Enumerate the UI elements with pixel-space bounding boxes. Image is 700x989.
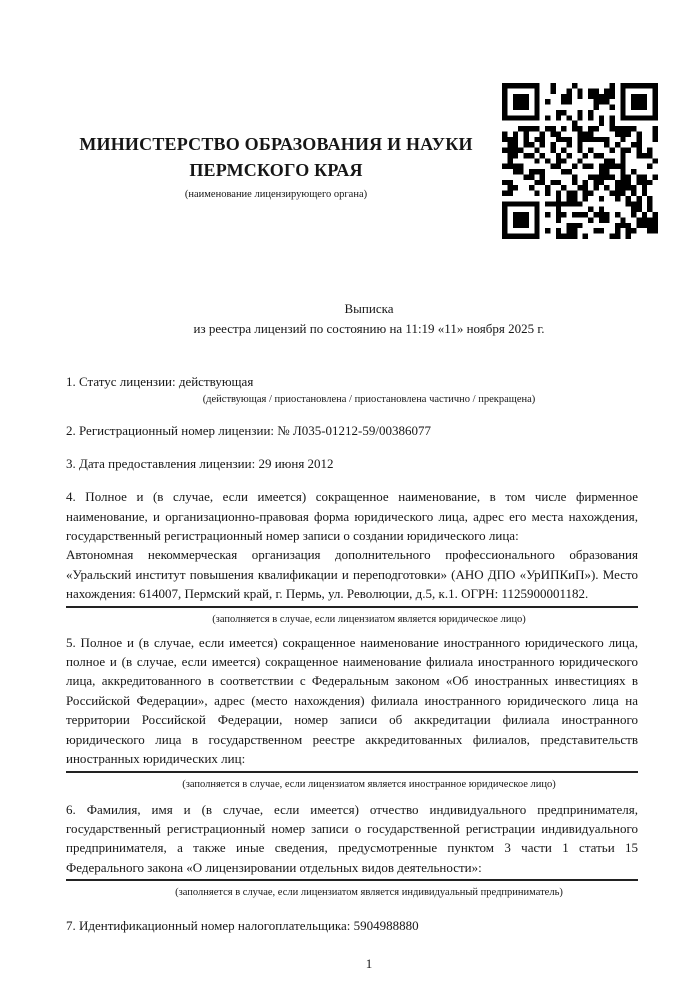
license-status-section [66,372,638,407]
legal-entity-note: (заполняется в случае, если лицензиатом является юридическое лицо) [212,613,526,625]
document-title-line2: из реестра лицензий по состоянию на 11:19 «11» ноября 2025 г. [193,320,545,336]
registration-number-section [66,421,638,440]
individual-entrepreneur-paragraph: 6. Фамилия, имя и (в случае, если имеется) отчество индивидуального предпринимателя, государственный регистрационный номер записи о государственной регистрации индивидуального предпринимателя, а также иные сведения, предусмотренные пунктом 3 части 1 статьи 15 Федерального закона «О лицензировании отдельных видов деятельности»: [66,801,638,875]
legal-entity-section [66,487,638,626]
document-title [66,299,672,338]
individual-entrepreneur-note: (заполняется в случае, если лицензиатом является индивидуальный предприниматель) [175,887,563,899]
authority-name-line2: ПЕРМСКОГО КРАЯ [189,160,363,180]
document-title-line1: Выписка [344,301,394,316]
taxpayer-id-section [66,916,638,935]
authority-name-line1: МИНИСТЕРСТВО ОБРАЗОВАНИЯ И НАУКИ [79,134,473,154]
individual-entrepreneur-section [66,800,638,901]
foreign-entity-section [66,633,638,792]
foreign-entity-paragraph: 5. Полное и (в случае, если имеется) сокращенное наименование иностранного юридического лица, полное и (в случае, если имеется) сокращенное наименование филиала иностранного юридического лица, аккредитованного в соответствии с Федеральным законом «Об иностранных инвестициях в Российской Федерации», адрес (место нахождения) филиала иностранного юридического лица на территории Российской Федерации, номер записи об аккредитации филиала иностранного юридического лица в государственном реестре аккредитованных филиалов, представительств иностранных юридических лиц: [66,634,638,767]
taxpayer-id: 7. Идентификационный номер налогоплательщика: 5904988880 [66,918,419,934]
legal-entity-paragraph: 4. Полное и (в случае, если имеется) сокращенное наименование, в том числе фирменное наименование, и организационно-правовая форма юридического лица, адрес его места нахождения, государственный регистрационный номер записи о создании юридического лица: [66,489,638,544]
registration-number: 2. Регистрационный номер лицензии: № Л035-01212-59/00386077 [66,423,432,439]
qr-code [502,83,658,239]
fill-in-rule [66,606,638,608]
license-status-note: (действующая / приостановлена / приостановлена частично / прекращена) [202,394,536,406]
fill-in-rule [66,771,638,773]
license-grant-date: 3. Дата предоставления лицензии: 29 июня 2012 [66,455,334,471]
issuing-authority-block [66,131,486,202]
fill-in-rule [66,879,638,881]
license-status: 1. Статус лицензии: действующая [66,374,254,389]
page-number: 1 [365,955,373,971]
foreign-entity-note: (заполняется в случае, если лицензиатом является иностранное юридическое лицо) [182,778,556,790]
legal-entity-value: Автономная некоммерческая организация дополнительного профессионального образования «Уральский институт повышения квалификации и переподготовки» (АНО ДПО «УрИПКиП»). Место нахождения: 614007, Пермский край, г. Пермь, ул. Революции, д.5, к.1. ОГРН: 1125900001182. [66,547,638,602]
license-grant-date-section [66,454,638,473]
authority-caption: (наименование лицензирующего органа) [184,189,368,200]
